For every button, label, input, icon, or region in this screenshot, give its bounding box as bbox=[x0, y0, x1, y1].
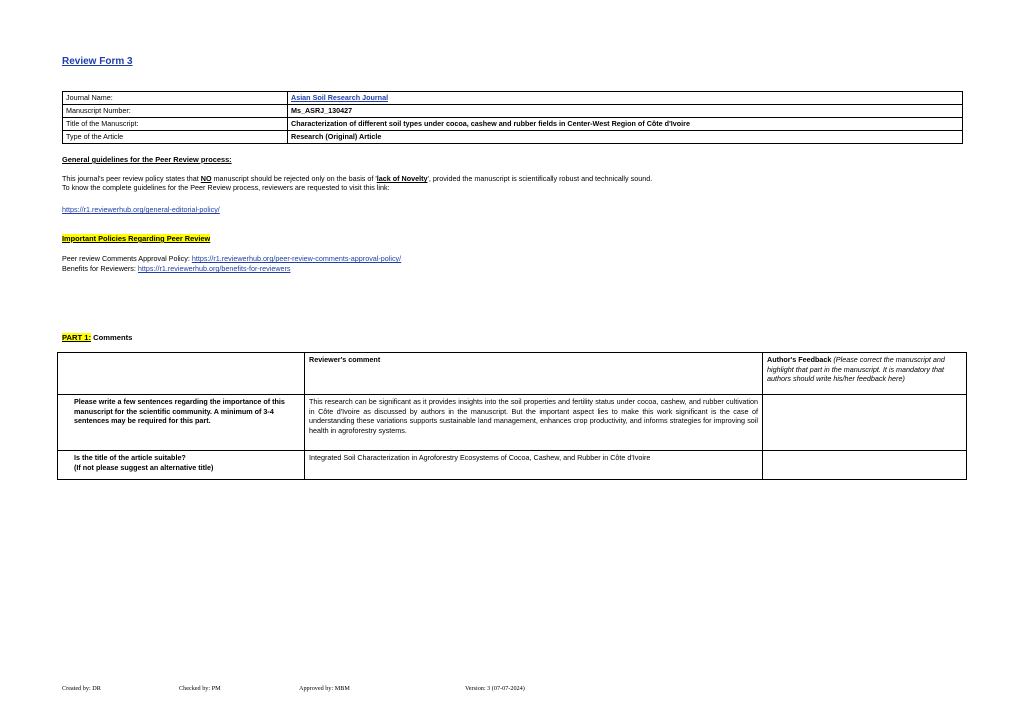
journal-name-label: Journal Name: bbox=[63, 92, 288, 105]
created-by: Created by: DR bbox=[62, 685, 101, 692]
policy-links bbox=[62, 254, 401, 274]
approval-policy-line: Peer review Comments Approval Policy: https://r1.reviewerhub.org/peer-review-comments-approval-policy/ bbox=[62, 254, 402, 263]
guidelines-paragraph-1: This journal's peer review policy states that NO manuscript should be rejected only on the basis of 'lack of Novelty', provided the manuscript is scientifically robust and technically sound. bbox=[62, 174, 653, 183]
importance-comment[interactable]: This research can be significant as it provides insights into the soil properties and fertility status under cocoa, cashew, and rubber cultivation in Côte d'Ivoire as discussed by authors in the manuscript. But the important aspect lies to make this work significant is the case of understanding these variations supports sustainable land management, enhances crop productivity, and informs strategies for improving soil health in agroforestry systems. bbox=[305, 395, 763, 451]
article-type-value: Research (Original) Article bbox=[288, 131, 963, 144]
manuscript-number-row bbox=[63, 105, 963, 118]
author-feedback-header: Author's Feedback (Please correct the manuscript and highlight that part in the manuscript. It is mandatory that authors should write his/her feedback here) bbox=[763, 353, 967, 395]
guidelines-paragraph-2: To know the complete guidelines for the Peer Review process, reviewers are requested to visit this link: bbox=[62, 183, 390, 192]
lack-of-novelty-emphasis: lack of Novelty bbox=[376, 174, 428, 183]
benefits-link[interactable]: https://r1.reviewerhub.org/benefits-for-reviewers bbox=[137, 264, 291, 273]
guidelines-heading: General guidelines for the Peer Review process: bbox=[62, 155, 232, 164]
manuscript-title-row bbox=[63, 118, 963, 131]
form-title: Review Form 3 bbox=[62, 56, 133, 67]
title-question: Is the title of the article suitable? (If not please suggest an alternative title) bbox=[58, 451, 305, 480]
importance-feedback[interactable] bbox=[763, 395, 967, 451]
comments-header-row bbox=[58, 353, 967, 395]
benefits-line: Benefits for Reviewers: https://r1.reviewerhub.org/benefits-for-reviewers bbox=[62, 264, 291, 273]
editorial-policy-link[interactable]: https://r1.reviewerhub.org/general-editorial-policy/ bbox=[62, 205, 220, 214]
article-type-label: Type of the Article bbox=[63, 131, 288, 144]
checked-by: Checked by: PM bbox=[179, 685, 221, 692]
part1-heading: PART 1: Comments bbox=[62, 333, 133, 342]
title-feedback[interactable] bbox=[763, 451, 967, 480]
approval-policy-link[interactable]: https://r1.reviewerhub.org/peer-review-comments-approval-policy/ bbox=[191, 254, 402, 263]
footer bbox=[62, 685, 662, 695]
version: Version: 3 (07-07-2024) bbox=[465, 685, 525, 692]
manuscript-info-table bbox=[62, 91, 963, 144]
article-type-row bbox=[63, 131, 963, 144]
policies-heading: Important Policies Regarding Peer Review bbox=[62, 234, 211, 243]
manuscript-number-label: Manuscript Number: bbox=[63, 105, 288, 118]
manuscript-title-value: Characterization of different soil types under cocoa, cashew and rubber fields in Center-West Region of Côte d'Ivoire bbox=[288, 118, 963, 131]
journal-name-link[interactable]: Asian Soil Research Journal bbox=[291, 93, 389, 102]
header-empty-cell bbox=[58, 353, 305, 395]
title-row bbox=[58, 451, 967, 480]
title-comment[interactable]: Integrated Soil Characterization in Agroforestry Ecosystems of Cocoa, Cashew, and Rubber in Côte d'Ivoire bbox=[305, 451, 763, 480]
journal-name-row bbox=[63, 92, 963, 105]
manuscript-number-value: Ms_ASRJ_130427 bbox=[288, 105, 963, 118]
approved-by: Approved by: MBM bbox=[299, 685, 350, 692]
importance-row bbox=[58, 395, 967, 451]
reviewer-comment-header: Reviewer's comment bbox=[305, 353, 763, 395]
guidelines-text bbox=[62, 174, 962, 192]
no-emphasis: NO bbox=[200, 174, 212, 183]
manuscript-title-label: Title of the Manuscript: bbox=[63, 118, 288, 131]
comments-table bbox=[57, 352, 967, 480]
importance-question: Please write a few sentences regarding the importance of this manuscript for the scientific community. A minimum of 3-4 sentences may be required for this part. bbox=[58, 395, 305, 451]
